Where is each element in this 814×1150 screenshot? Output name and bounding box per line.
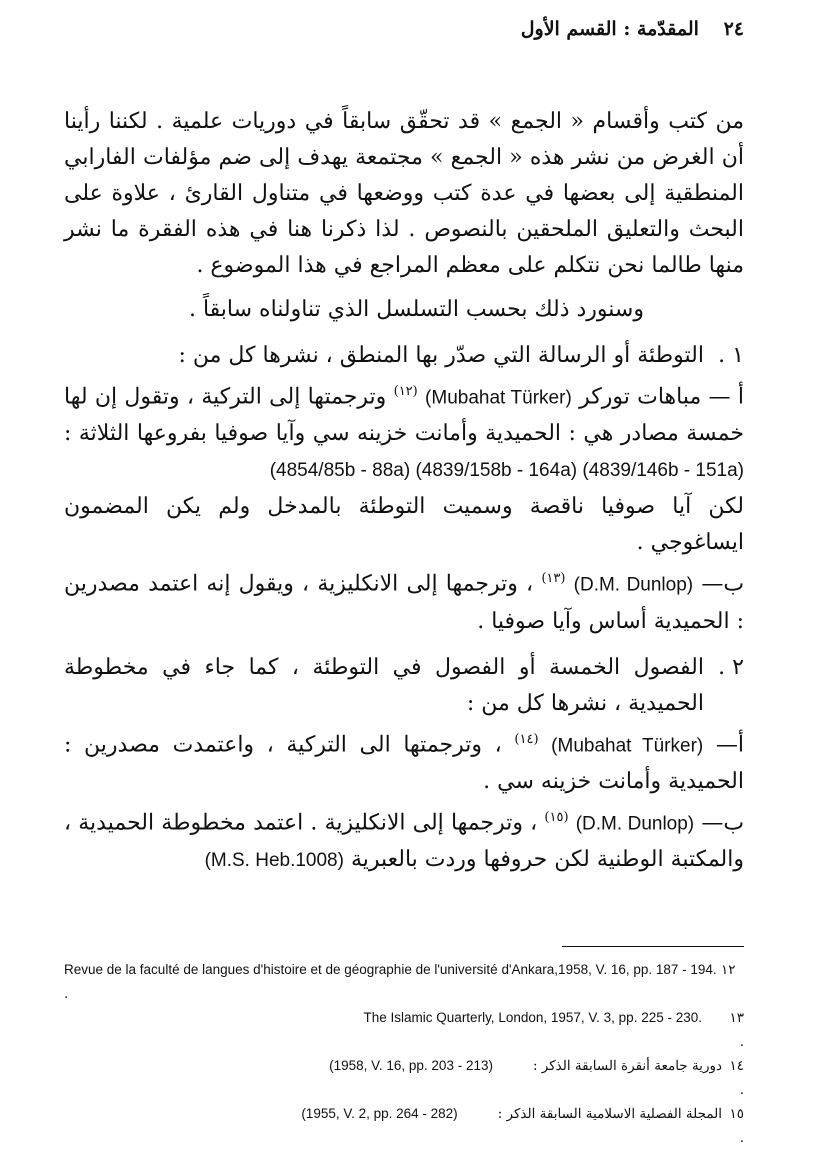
item-number: ٢ . — [718, 654, 744, 680]
item-number: ١ . — [718, 343, 744, 368]
footnote-number: ١٥ . — [729, 1106, 744, 1146]
sub-item-a — [64, 722, 744, 800]
sub-text: وترجمتها إلى التركية ، وتقول إن لها خمسة مصادر هي : الحميدية وأمانت خزينه سي وآيا صوفيا بفروعها الثلاثة : — [64, 384, 744, 447]
footnote-number: ١٤ . — [729, 1058, 744, 1098]
footnote-text: Revue de la faculté de langues d'histoire et de géographie de l'université d'Ankara,1958, V. 16, pp. 187 - 194. — [64, 962, 717, 977]
sub-item-b — [64, 800, 744, 879]
footnote-citation: (1955, V. 2, pp. 264 - 282) — [301, 1106, 458, 1121]
sub-text: ، وترجمتها الى التركية ، واعتمدت مصدرين : الحميدية وأمانت خزينه سي . — [64, 731, 744, 794]
page-header — [64, 18, 744, 40]
item-heading: التوطئة أو الرسالة التي صدّر بها المنطق ، نشرها كل من : — [178, 343, 704, 368]
footnote-number: ١٢ . — [64, 962, 736, 1002]
sub-item-a — [64, 374, 744, 489]
footnote-divider — [562, 946, 744, 947]
sub-text: ، وترجمها إلى الانكليزية . اعتمد مخطوطة الحميدية ، والمكتبة الوطنية لكن حروفها وردت بالعبرية — [64, 810, 744, 873]
sub-text: ، وترجمها إلى الانكليزية ، ويقول إنه اعتمد مصدرين : الحميدية أساس وآيا صوفيا . — [64, 571, 744, 634]
sub-prefix: أ — مباهات توركر — [579, 384, 744, 410]
sub-item-b — [64, 561, 744, 639]
footnote-ref: (١٥) — [544, 809, 569, 825]
intro-paragraph: من كتب وأقسام « الجمع » قد تحقّق سابقاً في دوريات علمية . لكننا رأينا أن الغرض من نشر هذه « الجمع » مجتمعة يهدف إلى ضم مؤلفات الفارابي المنطقية إلى بعضها في عدة كتب ووضعها في متناول القارئ ، علاوة على البحث والتعليق الملحقين بالنصوص . لذا ذكرنا هنا في هذه الفقرة ما نشر منها طالما نحن نتكلم على معظم المراجع في هذا الموضوع . — [64, 109, 744, 278]
footnote-text: المجلة الفصلية الاسلامية السابقة الذكر : — [497, 1106, 722, 1122]
footnote-ref: (١٣) — [541, 571, 566, 587]
running-title: المقدّمة : القسم الأول — [520, 18, 699, 40]
footnote-14 — [64, 1054, 744, 1102]
footnote-12 — [64, 958, 744, 1006]
footnote-13 — [64, 1006, 744, 1054]
footnote-text: دورية جامعة أنقرة السابقة الذكر : — [532, 1058, 722, 1074]
footnotes — [64, 958, 744, 1150]
sub-prefix: ب— — [701, 810, 745, 836]
footnote-citation: (1958, V. 16, pp. 203 - 213) — [329, 1058, 493, 1073]
footnote-ref: (١٤) — [514, 731, 539, 747]
author-name: (D.M. Dunlop) — [575, 813, 695, 835]
footnote-text: The Islamic Quarterly, London, 1957, V. 3, pp. 225 - 230. — [363, 1010, 702, 1025]
sequence-paragraph: وسنورد ذلك بحسب التسلسل الذي تناولناه سابقاً . — [188, 297, 644, 322]
list-item-2 — [64, 650, 744, 880]
sub-prefix: أ— — [715, 731, 744, 757]
manuscript-refs: (4854/85b - 88a) (4839/158b - 164a) (4839/146b - 151a) — [269, 460, 744, 482]
author-name: (D.M. Dunlop) — [573, 574, 694, 596]
item-heading: الفصول الخمسة أو الفصول في التوطئة ، كما جاء في مخطوطة الحميدية ، نشرها كل من : — [64, 654, 704, 716]
author-name: (Mubahat Türker) — [425, 387, 572, 409]
list-item-1 — [64, 338, 744, 640]
footnote-15 — [64, 1102, 744, 1150]
sub-item-a-end: لكن آيا صوفيا ناقصة وسميت التوطئة بالمدخل ولم يكن المضمون ايساغوجي . — [64, 494, 744, 556]
footnote-number: ١٣ . — [729, 1010, 744, 1050]
page-number: ٢٤ — [723, 18, 744, 40]
sub-prefix: ب— — [701, 571, 745, 597]
main-text — [64, 104, 744, 879]
manuscript-code: (M.S. Heb.1008) — [204, 850, 344, 872]
footnote-ref: (١٢) — [393, 384, 418, 399]
author-name: (Mubahat Türker) — [551, 734, 704, 756]
